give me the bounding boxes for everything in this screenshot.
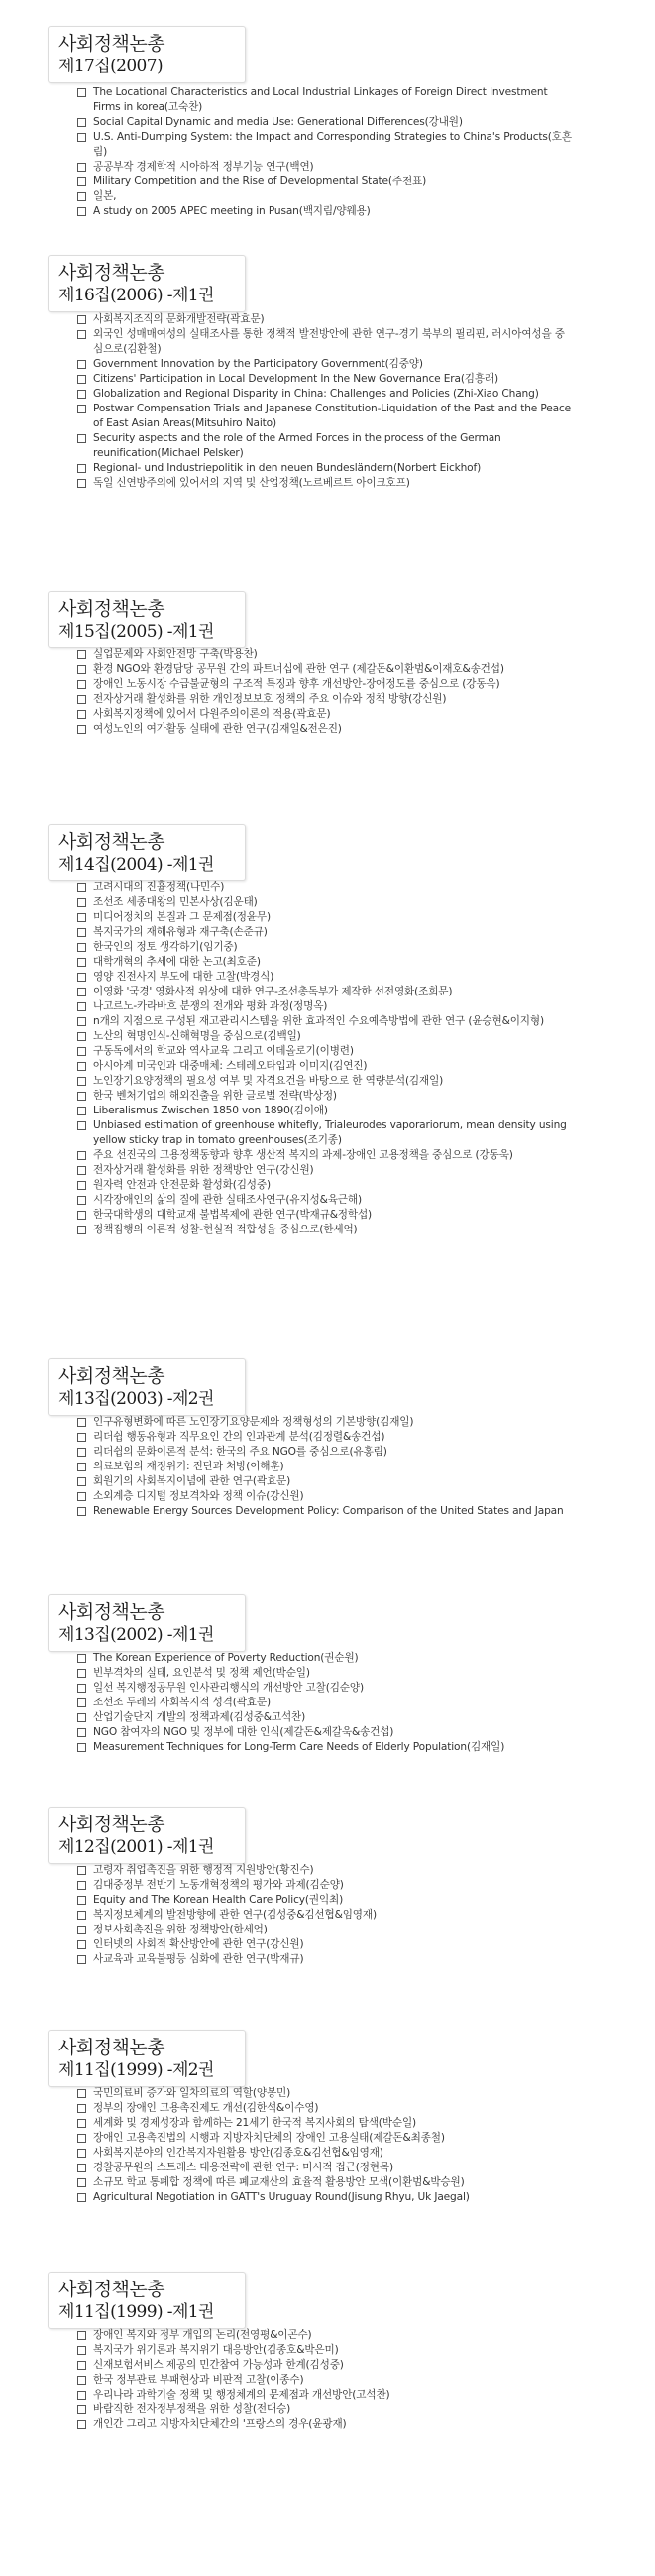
- journal-name: 사회정책논총: [58, 262, 165, 284]
- article-item[interactable]: [77, 970, 573, 985]
- article-item[interactable]: [77, 707, 573, 722]
- checkbox-icon: [77, 330, 86, 339]
- article-title[interactable]: 노산의 혁명인식-신해혁명을 중심으로(김백일): [93, 1030, 301, 1042]
- checkbox-icon: [77, 1896, 86, 1905]
- article-title[interactable]: 사회복지분야의 인간복지자원활용 방안(김종호&김선협&임영재): [93, 2147, 383, 2159]
- article-item[interactable]: [77, 1208, 573, 1223]
- article-title[interactable]: 전자상거래 활성화를 위한 개인정보보호 정책의 주요 이슈와 정책 방향(강신원): [93, 693, 447, 705]
- article-title[interactable]: 빈부격차의 실태, 요인분석 및 정책 제언(박순일): [93, 1667, 310, 1679]
- article-title[interactable]: 산업기술단지 개발의 정책과제(김성중&고석찬): [93, 1711, 306, 1723]
- article-title[interactable]: 환경 NGO와 환경담당 공무원 간의 파트너십에 관한 연구 (제갈돈&이환범&이재호&송건섭): [93, 663, 504, 675]
- checkbox-icon: [77, 390, 86, 399]
- article-item[interactable]: [77, 677, 573, 692]
- article-list: [77, 880, 573, 1237]
- checkbox-icon: [77, 1032, 86, 1041]
- checkbox-icon: [77, 360, 86, 369]
- article-title[interactable]: 장애인 복지와 정부 개입의 논리(전영평&이곤수): [93, 2329, 312, 2341]
- article-list: [77, 85, 573, 219]
- checkbox-icon: [77, 913, 86, 922]
- checkbox-icon: [77, 1507, 86, 1516]
- article-title[interactable]: 소규모 학교 통폐합 정책에 따른 폐교재산의 효율적 활용방안 모색(이환범&박승원): [93, 2176, 465, 2188]
- checkbox-icon: [77, 973, 86, 982]
- article-title[interactable]: 김대중정부 전반기 노동개혁정책의 평가와 과제(김순양): [93, 1879, 344, 1891]
- article-list: [77, 1415, 573, 1519]
- article-item[interactable]: [77, 476, 573, 491]
- article-title[interactable]: 한국 정부관료 부패현상과 비판적 고찰(이종수): [93, 2374, 304, 2386]
- checkbox-icon: [77, 1062, 86, 1071]
- checkbox-icon: [77, 2391, 86, 2400]
- article-title[interactable]: 여성노인의 여가활동 실태에 관한 연구(김재일&전은진): [93, 723, 342, 735]
- checkbox-icon: [77, 2119, 86, 2128]
- article-item[interactable]: [77, 85, 573, 115]
- article-item[interactable]: [77, 1474, 573, 1489]
- checkbox-icon: [77, 1684, 86, 1693]
- article-title[interactable]: Social Capital Dynamic and media Use: Generational Differences(강내원): [93, 116, 463, 128]
- article-item[interactable]: [77, 2161, 573, 2175]
- checkbox-icon: [77, 898, 86, 907]
- checkbox-icon: [77, 2178, 86, 2187]
- article-item[interactable]: [77, 357, 573, 372]
- article-item[interactable]: [77, 692, 573, 707]
- checkbox-icon: [77, 1448, 86, 1457]
- article-title[interactable]: 사회복지조직의 문화개발전략(곽효문): [93, 313, 265, 325]
- checkbox-icon: [77, 1211, 86, 1220]
- article-title[interactable]: 인터넷의 사회적 확산방안에 관한 연구(강신원): [93, 1938, 304, 1950]
- article-item[interactable]: [77, 2116, 573, 2131]
- article-title[interactable]: 아시아계 미국인과 대중매체: 스테레오타입과 이미지(김연진): [93, 1060, 368, 1072]
- article-item[interactable]: [77, 2417, 573, 2432]
- article-title[interactable]: Equity and The Korean Health Care Policy(권익최): [93, 1894, 344, 1906]
- article-title[interactable]: 주요 선진국의 고용정책동향과 향후 생산적 복지의 과제-장애인 고용정책을 중심으로 (강동욱): [93, 1149, 513, 1161]
- article-title[interactable]: 개인간 그리고 지방자치단체간의 '프랑스의 경우(윤광재): [93, 2418, 347, 2430]
- article-item[interactable]: [77, 1445, 573, 1460]
- article-item[interactable]: [77, 1029, 573, 1044]
- checkbox-icon: [77, 1433, 86, 1442]
- article-title[interactable]: Government Innovation by the Participatory Government(김중양): [93, 358, 423, 370]
- journal-name: 사회정책논총: [58, 2037, 165, 2058]
- article-title[interactable]: 나고르노-카라바흐 분쟁의 전개와 평화 과정(정명옥): [93, 1000, 328, 1012]
- checkbox-icon: [77, 315, 86, 324]
- article-item[interactable]: [77, 1740, 573, 1755]
- article-item[interactable]: [77, 662, 573, 677]
- article-item[interactable]: [77, 327, 573, 357]
- article-title[interactable]: 이영화 '국경' 영화사적 위상에 대한 연구-조선총독부가 제작한 선전영화(조희문): [93, 986, 453, 997]
- article-title[interactable]: 우리나라 과학기술 정책 및 행정체계의 문제점과 개선방안(고석찬): [93, 2389, 390, 2400]
- section-title: [48, 591, 246, 648]
- checkbox-icon: [77, 1226, 86, 1234]
- article-item[interactable]: [77, 2190, 573, 2205]
- volume-label: 제12집(2001) -제1권: [58, 1837, 214, 1857]
- checkbox-icon: [77, 665, 86, 674]
- journal-name: 사회정책논총: [58, 831, 165, 853]
- journal-name: 사회정책논총: [58, 1601, 165, 1623]
- article-item[interactable]: [77, 189, 573, 204]
- article-title[interactable]: 공공부작 경제학적 시아하적 정부기능 연구(백연): [93, 161, 314, 173]
- checkbox-icon: [77, 2089, 86, 2098]
- article-item[interactable]: [77, 895, 573, 910]
- article-title[interactable]: 시각장애인의 삶의 질에 관한 실태조사연구(유지성&육근해): [93, 1194, 362, 1206]
- checkbox-icon: [77, 1955, 86, 1964]
- checkbox-icon: [77, 1743, 86, 1752]
- article-item[interactable]: [77, 1489, 573, 1504]
- article-item[interactable]: [77, 1725, 573, 1740]
- volume-label: 제16집(2006) -제1권: [58, 286, 214, 305]
- article-item[interactable]: [77, 1059, 573, 1074]
- article-item[interactable]: [77, 175, 573, 189]
- volume-label: 제13집(2003) -제2권: [58, 1389, 214, 1409]
- checkbox-icon: [77, 650, 86, 659]
- article-title[interactable]: Postwar Compensation Trials and Japanese Constitution-Liquidation of the Past and the Peace of East Asian Areas(Mitsuhiro Naito): [93, 403, 572, 429]
- article-list: [77, 647, 573, 737]
- volume-label: 제13집(2002) -제1권: [58, 1625, 214, 1645]
- checkbox-icon: [77, 177, 86, 186]
- article-title[interactable]: 한국대학생의 대학교재 불법복제에 관한 연구(박재규&정학섭): [93, 1209, 373, 1221]
- article-item[interactable]: [77, 1430, 573, 1445]
- article-title[interactable]: Agricultural Negotiation in GATT's Uruguay Round(Jisung Rhyu, Uk Jaegal): [93, 2191, 470, 2203]
- journal-name: 사회정책논총: [58, 33, 165, 55]
- checkbox-icon: [77, 375, 86, 384]
- volume-label: 제11집(1999) -제2권: [58, 2060, 214, 2080]
- article-item[interactable]: [77, 2373, 573, 2388]
- volume-label: 제11집(1999) -제1권: [58, 2302, 214, 2322]
- checkbox-icon: [77, 2331, 86, 2340]
- checkbox-icon: [77, 1713, 86, 1722]
- article-title[interactable]: 정보사회촉진을 위한 정책방안(한세억): [93, 1924, 268, 1935]
- article-title[interactable]: 대학개혁의 추세에 대한 논고(최호준): [93, 956, 261, 968]
- checkbox-icon: [77, 479, 86, 488]
- checkbox-icon: [77, 163, 86, 172]
- checkbox-icon: [77, 405, 86, 413]
- checkbox-icon: [77, 1492, 86, 1501]
- article-item[interactable]: [77, 1074, 573, 1089]
- article-title[interactable]: 복지정보체계의 발전방향에 관한 연구(김성중&김선협&임영재): [93, 1909, 377, 1921]
- article-item[interactable]: [77, 1415, 573, 1430]
- article-title[interactable]: Renewable Energy Sources Development Policy: Comparison of the United States and Japan: [93, 1505, 564, 1517]
- article-title[interactable]: 한국인의 정토 생각하기(임기중): [93, 941, 238, 953]
- article-title[interactable]: n개의 지점으로 구성된 재고관리시스템을 위한 효과적인 수요예측방법에 관한 연구 (윤승현&이지형): [93, 1015, 544, 1027]
- article-title[interactable]: 소외계층 디지털 정보격차와 정책 이슈(강신원): [93, 1490, 304, 1502]
- article-title[interactable]: Measurement Techniques for Long-Term Care Needs of Elderly Population(김재일): [93, 1741, 505, 1753]
- article-title[interactable]: 인구유형변화에 따른 노인장기요양문제와 정책형성의 기본방향(김재일): [93, 1416, 414, 1428]
- article-item[interactable]: [77, 2175, 573, 2190]
- article-item[interactable]: [77, 1104, 573, 1118]
- article-item[interactable]: [77, 2402, 573, 2417]
- checkbox-icon: [77, 2420, 86, 2429]
- section-title: [48, 1358, 246, 1416]
- article-item[interactable]: [77, 2146, 573, 2161]
- article-item[interactable]: [77, 985, 573, 999]
- article-list: [77, 1651, 573, 1755]
- article-item[interactable]: [77, 647, 573, 662]
- checkbox-icon: [77, 464, 86, 473]
- article-item[interactable]: [77, 372, 573, 387]
- checkbox-icon: [77, 710, 86, 719]
- article-title[interactable]: Military Competition and the Rise of Developmental State(주천표): [93, 176, 427, 187]
- article-item[interactable]: [77, 910, 573, 925]
- checkbox-icon: [77, 1728, 86, 1737]
- volume-label: 제15집(2005) -제1권: [58, 622, 214, 642]
- article-title[interactable]: 리더쉽의 문화이론적 분석: 한국의 주요 NGO를 중심으로(유홍림): [93, 1446, 387, 1458]
- article-title[interactable]: 리더쉽 행동유형과 직무요인 간의 인과관계 분석(김정렬&송건섭): [93, 1431, 385, 1443]
- article-title[interactable]: Security aspects and the role of the Armed Forces in the process of the German reunification(Michael Pelsker): [93, 432, 501, 459]
- checkbox-icon: [77, 1418, 86, 1427]
- checkbox-icon: [77, 1196, 86, 1205]
- article-item[interactable]: [77, 1893, 573, 1908]
- article-title[interactable]: Globalization and Regional Disparity in China: Challenges and Policies (Zhi-Xiao Chang): [93, 388, 539, 400]
- article-title[interactable]: 외국인 성매매여성의 실태조사를 통한 정책적 발전방안에 관한 연구-경기 북부의 필리핀, 러시아여성을 중심으로(김환철): [93, 328, 565, 355]
- article-item[interactable]: [77, 1460, 573, 1474]
- article-item[interactable]: [77, 1014, 573, 1029]
- checkbox-icon: [77, 118, 86, 127]
- checkbox-icon: [77, 943, 86, 952]
- article-title[interactable]: 국민의료비 증가와 일차의료의 역할(양봉민): [93, 2087, 291, 2099]
- article-item[interactable]: [77, 387, 573, 402]
- article-item[interactable]: [77, 461, 573, 476]
- article-title[interactable]: 장애인 고용촉진법의 시행과 지방자치단체의 장애인 고용실태(제갈돈&최종철): [93, 2132, 445, 2144]
- article-title[interactable]: 장애인 노동시장 수급불균형의 구조적 특징과 향후 개선방안-장애정도를 중심으로 (강동욱): [93, 678, 500, 690]
- article-title[interactable]: Unbiased estimation of greenhouse whitefly, Trialeurodes vaporariorum, mean density using yellow sticky trap in tomato greenhouses(조기종): [93, 1119, 567, 1146]
- article-item[interactable]: [77, 160, 573, 175]
- article-item[interactable]: [77, 1666, 573, 1681]
- article-item[interactable]: [77, 431, 573, 461]
- article-title[interactable]: 고령자 취업촉진을 위한 행정적 지원방안(황진수): [93, 1864, 314, 1876]
- article-item[interactable]: [77, 1696, 573, 1710]
- article-item[interactable]: [77, 940, 573, 955]
- checkbox-icon: [77, 883, 86, 892]
- article-item[interactable]: [77, 1681, 573, 1696]
- article-list: [77, 1863, 573, 1967]
- checkbox-icon: [77, 2193, 86, 2202]
- checkbox-icon: [77, 2104, 86, 2113]
- article-title[interactable]: 독일 신연방주의에 있어서의 지역 및 산업정책(노르베르트 아이크호프): [93, 477, 410, 489]
- checkbox-icon: [77, 1940, 86, 1949]
- section-title: [48, 1807, 246, 1864]
- checkbox-icon: [77, 1017, 86, 1026]
- article-title[interactable]: 복지국가 위기론과 복지위기 대응방안(김종호&박은미): [93, 2344, 339, 2356]
- article-item[interactable]: [77, 1952, 573, 1967]
- article-title[interactable]: 조선조 두레의 사회복지적 성격(곽효문): [93, 1697, 271, 1708]
- journal-name: 사회정책논총: [58, 598, 165, 620]
- article-title[interactable]: 세계화 및 경제성장과 함께하는 21세기 한국적 복지사회의 탐색(박순일): [93, 2117, 417, 2129]
- journal-name: 사회정책논총: [58, 2279, 165, 2300]
- article-title[interactable]: 조선조 세종대왕의 민본사상(김운태): [93, 896, 258, 908]
- article-title[interactable]: 노인장기요양정책의 필요성 여부 및 자격요건을 바탕으로 한 역량분석(김재일): [93, 1075, 444, 1087]
- section-title: [48, 824, 246, 881]
- article-title[interactable]: 미디어정치의 본질과 그 문제점(정윤무): [93, 911, 271, 923]
- section-title: [48, 2272, 246, 2329]
- article-title[interactable]: 사회복지정책에 있어서 다원주의이론의 적용(곽효문): [93, 708, 331, 720]
- article-item[interactable]: [77, 2101, 573, 2116]
- section-title: [48, 255, 246, 312]
- checkbox-icon: [77, 133, 86, 142]
- article-title[interactable]: 의료보험의 재정위기: 진단과 처방(이해훈): [93, 1461, 284, 1472]
- article-title[interactable]: 회원기의 사회복지이념에 관한 연구(곽효문): [93, 1475, 291, 1487]
- checkbox-icon: [77, 192, 86, 201]
- article-item[interactable]: [77, 1504, 573, 1519]
- checkbox-icon: [77, 1002, 86, 1011]
- article-item[interactable]: [77, 1163, 573, 1178]
- article-title[interactable]: 바람직한 전자정부정책을 위한 성찰(전대승): [93, 2403, 291, 2415]
- article-item[interactable]: [77, 1908, 573, 1923]
- article-item[interactable]: [77, 204, 573, 219]
- article-item[interactable]: [77, 1178, 573, 1193]
- checkbox-icon: [77, 1866, 86, 1875]
- article-item[interactable]: [77, 1878, 573, 1893]
- article-title[interactable]: 사교육과 교육불평등 심화에 관한 연구(박재규): [93, 1953, 304, 1965]
- article-title[interactable]: 고려시대의 진휼정책(나민수): [93, 881, 225, 893]
- article-item[interactable]: [77, 402, 573, 431]
- checkbox-icon: [77, 1926, 86, 1934]
- article-item[interactable]: [77, 1710, 573, 1725]
- checkbox-icon: [77, 1881, 86, 1890]
- article-item[interactable]: [77, 2328, 573, 2343]
- article-title[interactable]: 신재보험서비스 제공의 민간참여 가능성과 한계(김성중): [93, 2359, 344, 2371]
- checkbox-icon: [77, 2376, 86, 2385]
- article-title[interactable]: 실업문제와 사회안전망 구축(박용찬): [93, 648, 258, 660]
- article-item[interactable]: [77, 2343, 573, 2358]
- article-item[interactable]: [77, 1148, 573, 1163]
- checkbox-icon: [77, 1107, 86, 1115]
- volume-label: 제17집(2007): [58, 57, 164, 76]
- article-item[interactable]: [77, 1223, 573, 1237]
- article-title[interactable]: The Locational Characteristics and Local Industrial Linkages of Foreign Direct Investment Firms in korea(고숙찬): [93, 86, 548, 113]
- journal-name: 사회정책논총: [58, 1814, 165, 1835]
- checkbox-icon: [77, 695, 86, 704]
- checkbox-icon: [77, 928, 86, 937]
- section-title: [48, 1594, 246, 1652]
- checkbox-icon: [77, 1698, 86, 1707]
- article-title[interactable]: A study on 2005 APEC meeting in Pusan(백지림/양웨용): [93, 205, 371, 217]
- article-title[interactable]: 정부의 장애인 고용촉진제도 개선(김한석&이수영): [93, 2102, 319, 2114]
- checkbox-icon: [77, 2134, 86, 2143]
- journal-name: 사회정책논총: [58, 1365, 165, 1387]
- article-title[interactable]: U.S. Anti-Dumping System: the Impact and Corresponding Strategies to China's Products(호흔림): [93, 131, 572, 158]
- article-title[interactable]: 전자상거래 활성화를 위한 정책방안 연구(강신원): [93, 1164, 314, 1176]
- article-item[interactable]: [77, 1044, 573, 1059]
- article-item[interactable]: [77, 1193, 573, 1208]
- article-item[interactable]: [77, 2388, 573, 2402]
- checkbox-icon: [77, 1121, 86, 1130]
- checkbox-icon: [77, 2405, 86, 2414]
- volume-label: 제14집(2004) -제1권: [58, 855, 214, 875]
- article-list: [77, 2086, 573, 2205]
- article-item[interactable]: [77, 1923, 573, 1937]
- checkbox-icon: [77, 207, 86, 216]
- section-title: [48, 26, 246, 83]
- article-item[interactable]: [77, 1937, 573, 1952]
- article-item[interactable]: [77, 722, 573, 737]
- article-item[interactable]: [77, 1651, 573, 1666]
- article-item[interactable]: [77, 2086, 573, 2101]
- article-title[interactable]: The Korean Experience of Poverty Reduction(권순원): [93, 1652, 359, 1664]
- article-item[interactable]: [77, 1118, 573, 1148]
- section-title: [48, 2030, 246, 2087]
- checkbox-icon: [77, 725, 86, 734]
- article-item[interactable]: [77, 955, 573, 970]
- checkbox-icon: [77, 1181, 86, 1190]
- article-title[interactable]: 복지국가의 재해유형과 재구축(손준규): [93, 926, 268, 938]
- checkbox-icon: [77, 434, 86, 443]
- article-title[interactable]: Liberalismus Zwischen 1850 von 1890(김이애): [93, 1105, 328, 1116]
- checkbox-icon: [77, 1669, 86, 1678]
- checkbox-icon: [77, 958, 86, 967]
- checkbox-icon: [77, 1092, 86, 1101]
- article-item[interactable]: [77, 999, 573, 1014]
- article-list: [77, 312, 573, 491]
- article-list: [77, 2328, 573, 2432]
- article-item[interactable]: [77, 1089, 573, 1104]
- checkbox-icon: [77, 1654, 86, 1663]
- checkbox-icon: [77, 988, 86, 996]
- article-title[interactable]: 원자력 안전과 안전문화 활성화(김성중): [93, 1179, 271, 1191]
- article-item[interactable]: [77, 115, 573, 130]
- article-title[interactable]: NGO 참여자의 NGO 및 정부에 대한 인식(제갈돈&제갈욱&송건섭): [93, 1726, 394, 1738]
- checkbox-icon: [77, 1047, 86, 1056]
- article-title[interactable]: Regional- und Industriepolitik in den neuen Bundesländern(Norbert Eickhof): [93, 462, 482, 474]
- checkbox-icon: [77, 1463, 86, 1471]
- article-title[interactable]: 정책집행의 이론적 성찰-현실적 적합성을 중심으로(한세억): [93, 1224, 358, 1235]
- article-item[interactable]: [77, 130, 573, 160]
- article-item[interactable]: [77, 880, 573, 895]
- article-item[interactable]: [77, 925, 573, 940]
- article-title[interactable]: Citizens' Participation in Local Development In the New Governance Era(김흥래): [93, 373, 499, 385]
- article-title[interactable]: 구동독에서의 학교와 역사교육 그리고 이데올로기(이병련): [93, 1045, 354, 1057]
- checkbox-icon: [77, 2149, 86, 2158]
- checkbox-icon: [77, 1477, 86, 1486]
- article-title[interactable]: 일본,: [93, 190, 117, 202]
- checkbox-icon: [77, 680, 86, 689]
- article-title[interactable]: 일선 복지행정공무원 인사관리행식의 개선방안 고찰(김순양): [93, 1682, 364, 1694]
- article-title[interactable]: 경찰공무원의 스트레스 대응전략에 관한 연구: 미시적 접근(정현목): [93, 2162, 393, 2173]
- checkbox-icon: [77, 1166, 86, 1175]
- article-item[interactable]: [77, 2358, 573, 2373]
- checkbox-icon: [77, 1077, 86, 1086]
- checkbox-icon: [77, 88, 86, 97]
- checkbox-icon: [77, 2164, 86, 2172]
- checkbox-icon: [77, 2361, 86, 2370]
- article-item[interactable]: [77, 1863, 573, 1878]
- article-item[interactable]: [77, 2131, 573, 2146]
- checkbox-icon: [77, 2346, 86, 2355]
- article-title[interactable]: 영양 진전사지 부도에 대한 고찰(박경식): [93, 971, 274, 983]
- article-item[interactable]: [77, 312, 573, 327]
- checkbox-icon: [77, 1151, 86, 1160]
- article-title[interactable]: 한국 벤처기업의 해외진출을 위한 글로벌 전략(박상정): [93, 1090, 337, 1102]
- checkbox-icon: [77, 1911, 86, 1920]
